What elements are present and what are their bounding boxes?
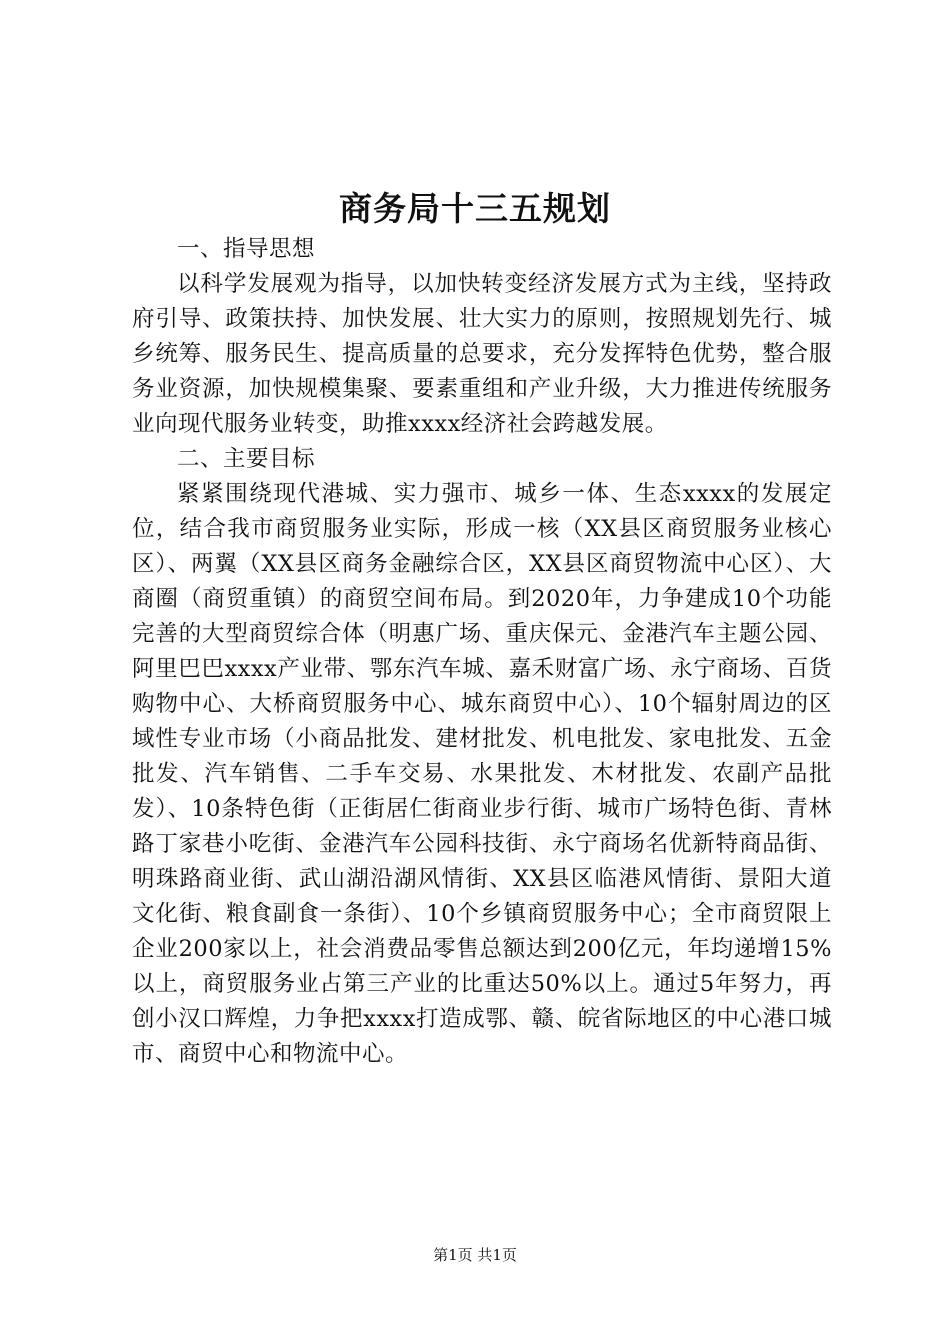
- section-heading-main-goals: 二、主要目标: [177, 446, 316, 472]
- section-heading-guiding-ideology: 一、指导思想: [177, 236, 316, 262]
- section-paragraph-main-goals: 紧紧围绕现代港城、实力强市、城乡一体、生态xxxx的发展定位，结合我市商贸服务业实际，形成一核（XX县区商贸服务业核心区）、两翼（XX县区商务金融综合区，XX县区商贸物流中心区）、大商圈（商贸重镇）的商贸空间布局。到2020年，力争建成10个功能完善的大型商贸综合体（明惠广场、重庆保元、金港汽车主题公园、阿里巴巴xxxx产业带、鄂东汽车城、嘉禾财富广场、永宁商场、百货购物中心、大桥商贸服务中心、城东商贸中心）、10个辐射周边的区域性专业市场（小商品批发、建材批发、机电批发、家电批发、五金批发、汽车销售、二手车交易、水果批发、木材批发、农副产品批发）、10条特色街（正街居仁街商业步行街、城市广场特色街、青林路丁家巷小吃街、金港汽车公园科技街、永宁商场名优新特商品街、明珠路商业街、武山湖沿湖风情街、XX县区临港风情街、景阳大道文化街、粮食副食一条街）、10个乡镇商贸服务中心；全市商贸限上企业200家以上，社会消费品零售总额达到200亿元，年均递增15%以上，商贸服务业占第三产业的比重达50%以上。通过5年努力，再创小汉口辉煌，力争把xxxx打造成鄂、赣、皖省际地区的中心港口城市、商贸中心和物流中心。: [132, 481, 832, 1067]
- document-title: 商务局十三五规划: [339, 189, 611, 228]
- page-total: 共1页: [477, 1246, 517, 1264]
- document-body: [132, 232, 832, 1072]
- page-number: 第1页: [433, 1246, 473, 1264]
- section-paragraph-guiding-ideology: 以科学发展观为指导，以加快转变经济发展方式为主线，坚持政府引导、政策扶持、加快发展、壮大实力的原则，按照规划先行、城乡统筹、服务民生、提高质量的总要求，充分发挥特色优势，整合服务业资源，加快规模集聚、要素重组和产业升级，大力推进传统服务业向现代服务业转变，助推xxxx经济社会跨越发展。: [132, 271, 832, 437]
- page-footer: [0, 1243, 950, 1267]
